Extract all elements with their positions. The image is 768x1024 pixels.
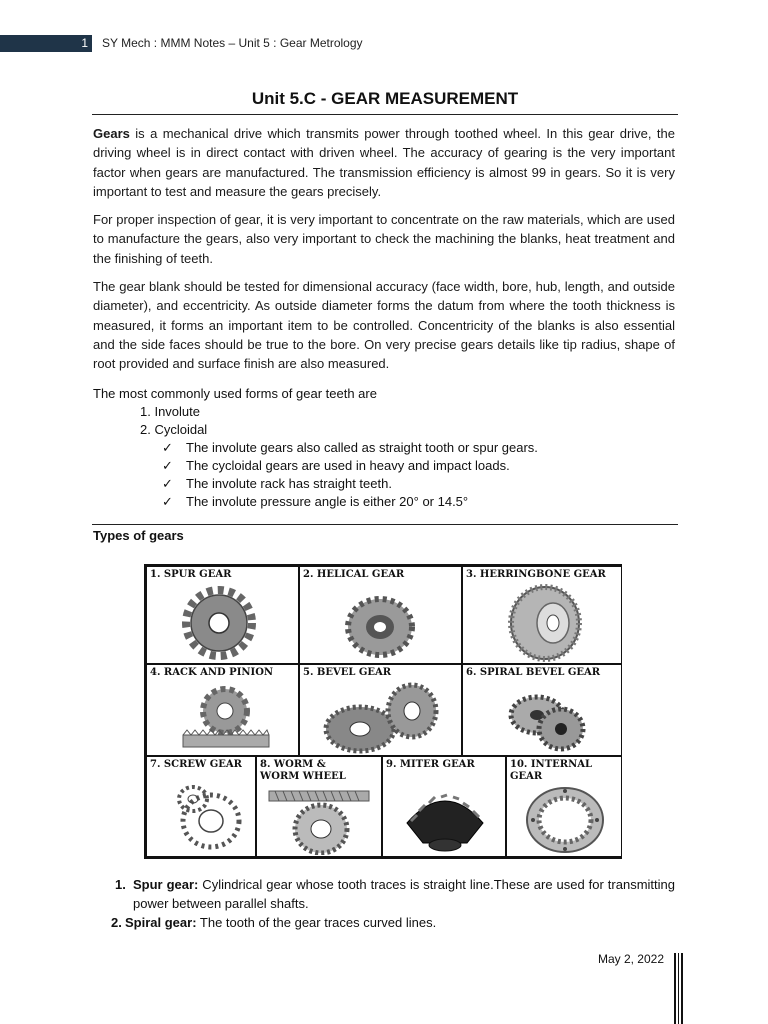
gear-label: 5. BEVEL GEAR — [303, 667, 392, 678]
list-item: 1. Involute — [140, 404, 200, 419]
check-text: The involute rack has straight teeth. — [186, 476, 392, 491]
rack-pinion-icon — [175, 683, 275, 753]
check-list — [162, 439, 538, 511]
gear-label — [510, 759, 592, 783]
gear-cell-rack-pinion — [146, 664, 299, 756]
gear-label: 1. SPUR GEAR — [150, 569, 232, 580]
gear-types-figure — [144, 564, 622, 859]
helical-gear-icon — [340, 591, 420, 661]
check-text: The cycloidal gears are used in heavy and impact loads. — [186, 458, 510, 473]
definition-spiral — [93, 913, 675, 932]
gear-cell-miter — [382, 756, 506, 857]
check-text: The involute gears also called as straight tooth or spur gears. — [186, 440, 538, 455]
gear-label-line: 8. WORM & — [260, 759, 326, 770]
spiral-bevel-gear-icon — [503, 685, 593, 755]
internal-gear-icon — [523, 785, 607, 855]
spur-gear-icon — [179, 583, 259, 663]
title-divider — [92, 114, 678, 115]
screw-gear-icon — [167, 777, 247, 852]
gear-cell-spiral-bevel — [462, 664, 622, 756]
forms-intro: The most commonly used forms of gear teeth are — [93, 386, 377, 401]
check-item — [162, 439, 538, 457]
gear-cell-spur — [146, 566, 299, 664]
gear-label-line: WORM WHEEL — [260, 771, 346, 782]
page-title: Unit 5.C - GEAR MEASUREMENT — [251, 89, 519, 108]
paragraph-inspection: For proper inspection of gear, it is very important to concentrate on the raw materials, which are used to manufacture the gears, also very important to check the machining the blanks, heat treatment and the finishing of teeth. — [93, 212, 675, 266]
definition-term: Spur gear: — [133, 877, 199, 892]
definition-number: 2. — [111, 915, 122, 930]
gear-cell-helical — [299, 566, 462, 664]
forms-list — [140, 403, 207, 439]
check-icon: ✓ — [162, 494, 173, 509]
definition-number: 1. — [115, 877, 126, 892]
gear-label: 9. MITER GEAR — [386, 759, 475, 770]
gear-label-line: GEAR — [510, 771, 543, 782]
gear-cell-screw — [146, 756, 256, 857]
running-header: SY Mech : MMM Notes – Unit 5 : Gear Metrology — [102, 36, 363, 50]
definitions — [93, 875, 675, 932]
gear-label: 2. HELICAL GEAR — [303, 569, 405, 580]
gear-label — [260, 759, 346, 783]
gear-label: 6. SPIRAL BEVEL GEAR — [466, 667, 601, 678]
footer-border-lines — [674, 953, 686, 1024]
gear-label: 3. HERRINGBONE GEAR — [466, 569, 606, 580]
bevel-gear-icon — [316, 681, 446, 755]
paragraph-gears-text: is a mechanical drive which transmits power through toothed wheel. In this gear drive, the driving wheel is in direct contact with driven wheel. The accuracy of gearing is the very important factor when gears are manufactured. The transmission efficiency is almost 99 in gears. So it is very important to test and measure the gears precisely. — [93, 126, 675, 199]
definition-text: The tooth of the gear traces curved lines. — [196, 915, 437, 930]
paragraph-blank: The gear blank should be tested for dimensional accuracy (face width, bore, hub, length, and outside diameter), and eccentricity. As outside diameter forms the datum from where the tooth thickness is measured, it forms an important item to be controlled. Concentricity of the blanks is also essential and the side faces should be true to the bore. On very precise gears details like tip radius, shape of root provided and surface finish are also measured. — [93, 279, 675, 372]
gear-label-line: 10. INTERNAL — [510, 759, 593, 770]
check-item — [162, 457, 538, 475]
check-icon: ✓ — [162, 458, 173, 473]
herringbone-gear-icon — [505, 583, 585, 663]
gear-cell-herringbone — [462, 566, 622, 664]
list-item: 2. Cycloidal — [140, 422, 208, 437]
worm-gear-icon — [265, 785, 375, 855]
miter-gear-icon — [397, 773, 493, 853]
definition-term: Spiral gear: — [125, 915, 197, 930]
check-item — [162, 475, 538, 493]
check-item — [162, 493, 538, 511]
gear-cell-bevel — [299, 664, 462, 756]
check-icon: ✓ — [162, 476, 173, 491]
page-number: 1 — [81, 36, 88, 50]
footer-date: May 2, 2022 — [597, 952, 664, 966]
check-text: The involute pressure angle is either 20° or 14.5° — [186, 494, 469, 509]
section-divider — [92, 524, 678, 525]
gear-label: 4. RACK AND PINION — [150, 667, 274, 678]
definition-spur — [93, 875, 675, 913]
paragraph-gears — [93, 124, 675, 201]
intro-body — [93, 124, 675, 383]
gears-term: Gears — [93, 126, 130, 141]
gear-cell-internal — [506, 756, 622, 857]
gear-cell-worm — [256, 756, 382, 857]
gear-label: 7. SCREW GEAR — [150, 759, 242, 770]
check-icon: ✓ — [162, 440, 173, 455]
definition-text: Cylindrical gear whose tooth traces is straight line.These are used for transmitting power between parallel shafts. — [133, 877, 675, 911]
types-heading: Types of gears — [93, 528, 184, 543]
